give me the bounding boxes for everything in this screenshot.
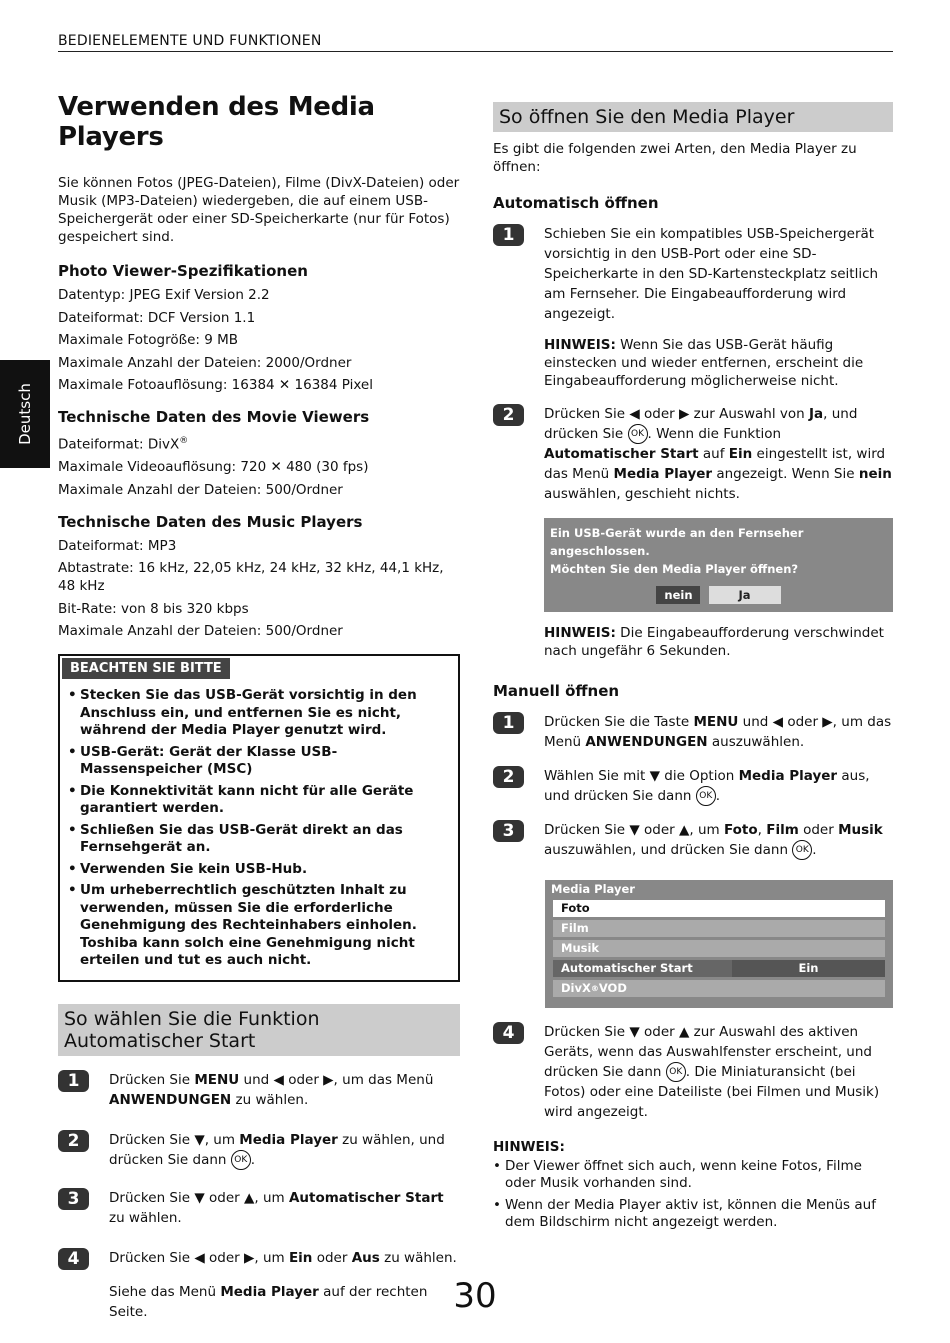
page-title: Verwenden des Media Players: [58, 92, 375, 152]
step-number: 4: [58, 1248, 89, 1270]
spec-line: Dateiformat: DCF Version 1.1: [58, 309, 256, 326]
spec-line: Maximale Anzahl der Dateien: 2000/Ordner: [58, 354, 352, 371]
spec-line: Datentyp: JPEG Exif Version 2.2: [58, 287, 270, 303]
auto-open-step-2: 2 Drücken Sie ◀ oder ▶ zur Auswahl von Ja, und drücken Sie OK . Wenn die Funktion Automatischer Start auf Ein eingestellt ist, wird das Menü Media Player angezeigt. Wenn Sie nein auswählen, geschieht nichts. Ein USB-Gerät wurde an den Fernseher angeschlossen. Möchten Sie den Media Player öffnen? nein Ja HINWEIS: Die Eingabeaufforderung verschwindet nach ungefähr 6 Sekunden.: [493, 404, 893, 660]
ok-button-icon: OK: [792, 840, 812, 860]
spec-line: Maximale Anzahl der Dateien: 500/Ordner: [58, 623, 343, 639]
caution-item: • Die Konnektivität kann nicht für alle Geräte garantiert werden.: [68, 783, 450, 818]
spec-line: Dateiformat: MP3: [58, 537, 177, 554]
manual-open-heading: Manuell öffnen: [493, 682, 620, 700]
language-tab: [0, 360, 50, 468]
step-number: 2: [493, 404, 524, 426]
menu-title: Media Player: [551, 882, 635, 896]
ok-button-icon: OK: [696, 786, 716, 806]
music-specs: [58, 513, 460, 641]
page-number: 30: [453, 1276, 497, 1316]
caution-item: • Um urheberrechtlich geschützten Inhalt zu verwenden, müssen Sie die erforderliche Genehmigung des Rechteinhabers einholen. Toshiba kann solch eine Genehmigung nicht erteilen und tut es auch nicht.: [68, 882, 450, 970]
ok-button-icon: OK: [666, 1062, 686, 1082]
spec-line: Dateiformat: DivX®: [58, 436, 189, 453]
caution-item: • USB-Gerät: Gerät der Klasse USB-Massenspeicher (MSC): [68, 744, 450, 779]
step-number: 2: [58, 1130, 89, 1152]
spec-line: Maximale Videoauflösung: 720 ✕ 480 (30 fps): [58, 459, 369, 475]
left-column: [58, 92, 460, 1336]
hinweis-label: HINWEIS:: [493, 1139, 565, 1155]
page-header: BEDIENELEMENTE UND FUNKTIONEN: [58, 33, 893, 52]
step-number: 3: [58, 1188, 89, 1210]
step-number: 1: [58, 1070, 89, 1092]
caution-box: [58, 654, 460, 982]
movie-specs: [58, 408, 460, 499]
manual-step-2: 2 Wählen Sie mit ▼ die Option Media Player aus, und drücken Sie dann OK .: [493, 766, 893, 806]
ok-button-icon: OK: [231, 1150, 251, 1170]
spec-line: Bit-Rate: von 8 bis 320 kbps: [58, 600, 249, 617]
hinweis-block: [493, 1138, 893, 1231]
right-intro: Es gibt die folgenden zwei Arten, den Media Player zu öffnen:: [493, 141, 857, 175]
menu-item-foto[interactable]: Foto: [553, 900, 885, 917]
step-number: 1: [493, 224, 524, 246]
caution-item: • Stecken Sie das USB-Gerät vorsichtig in den Anschluss ein, und entfernen Sie es nicht, während der Media Player genutzt wird.: [68, 687, 450, 740]
spec-line: Abtastrate: 16 kHz, 22,05 kHz, 24 kHz, 32 kHz, 44,1 kHz, 48 kHz: [58, 560, 444, 594]
auto-step-4: 4 Drücken Sie ◀ oder ▶, um Ein oder Aus zu wählen. Siehe das Menü Media Player auf der rechten Seite.: [58, 1248, 460, 1322]
caution-label: BEACHTEN SIE BITTE: [62, 658, 230, 679]
spec-line: Maximale Fotogröße: 9 MB: [58, 332, 239, 348]
menu-item-film[interactable]: Film: [553, 920, 885, 937]
auto-open-heading: Automatisch öffnen: [493, 194, 659, 212]
menu-item-divx-vod[interactable]: DivX ® VOD: [553, 980, 885, 997]
auto-open-step-1: 1 Schieben Sie ein kompatibles USB-Speichergerät vorsichtig in den USB-Port oder eine SD-Speicherkarte in den SD-Kartensteckplatz seitlich am Fernseher. Die Eingabeaufforderung wird angezeigt. HINWEIS: Wenn Sie das USB-Gerät häufig einstecken und wieder entfernen, erscheint die Eingabeaufforderung möglicherweise nicht.: [493, 224, 893, 390]
step-number: 1: [493, 712, 524, 734]
right-column: [493, 102, 893, 1236]
caution-item: • Schließen Sie das USB-Gerät direkt an das Fernsehgerät an.: [68, 822, 450, 857]
step-number: 4: [493, 1022, 524, 1044]
usb-prompt-dialog: [544, 518, 893, 612]
movie-specs-heading: Technische Daten des Movie Viewers: [58, 408, 370, 426]
no-button[interactable]: nein: [656, 586, 700, 604]
manual-step-3: 3 Drücken Sie ▼ oder ▲, um Foto, Film oder Musik auszuwählen, und drücken Sie dann OK .: [493, 820, 893, 860]
spec-line: Maximale Anzahl der Dateien: 500/Ordner: [58, 481, 343, 498]
step-number: 3: [493, 820, 524, 842]
language-tab-label: Deutsch: [16, 383, 34, 445]
manual-step-1: 1 Drücken Sie die Taste MENU und ◀ oder ▶, um das Menü ANWENDUNGEN auszuwählen.: [493, 712, 893, 752]
menu-item-auto-start[interactable]: Automatischer Start Ein: [553, 960, 885, 977]
music-specs-heading: Technische Daten des Music Players: [58, 512, 363, 531]
open-player-banner: So öffnen Sie den Media Player: [493, 102, 893, 132]
menu-item-musik[interactable]: Musik: [553, 940, 885, 957]
dialog-line: Ein USB-Gerät wurde an den Fernseher angeschlossen.: [550, 526, 804, 558]
auto-step-1: 1 Drücken Sie MENU und ◀ oder ▶, um das Menü ANWENDUNGEN zu wählen.: [58, 1070, 460, 1110]
photo-specs: [58, 262, 460, 394]
dialog-line: Möchten Sie den Media Player öffnen?: [550, 562, 799, 576]
auto-step-3: 3 Drücken Sie ▼ oder ▲, um Automatischer Start zu wählen.: [58, 1188, 460, 1228]
media-player-menu: [545, 880, 893, 1008]
photo-specs-heading: Photo Viewer-Spezifikationen: [58, 262, 308, 280]
auto-start-banner: So wählen Sie die Funktion Automatischer Start: [58, 1004, 460, 1056]
hinweis-item: • Wenn der Media Player aktiv ist, können die Menüs auf dem Bildschirm nicht angezeigt werden.: [493, 1197, 893, 1231]
caution-item: • Verwenden Sie kein USB-Hub.: [68, 861, 450, 879]
auto-step-2: 2 Drücken Sie ▼, um Media Player zu wählen, und drücken Sie dann OK .: [58, 1130, 460, 1170]
auto-start-value: Ein: [732, 960, 885, 977]
spec-line: Maximale Fotoauflösung: 16384 ✕ 16384 Pixel: [58, 377, 373, 393]
manual-step-4: 4 Drücken Sie ▼ oder ▲ zur Auswahl des aktiven Geräts, wenn das Auswahlfenster erscheint, und drücken Sie dann OK . Die Miniaturansicht (bei Fotos) oder eine Dateiliste (bei Filmen und Musik) wird angezeigt.: [493, 1022, 893, 1122]
intro-text: Sie können Fotos (JPEG-Dateien), Filme (DivX-Dateien) oder Musik (MP3-Dateien) wiedergeben, die auf einem USB-Speichergerät oder einer SD-Speicherkarte (nur für Fotos) gespeichert sind.: [58, 175, 460, 245]
hinweis-item: • Der Viewer öffnet sich auch, wenn keine Fotos, Filme oder Musik vorhanden sind.: [493, 1158, 893, 1192]
step-number: 2: [493, 766, 524, 788]
yes-button[interactable]: Ja: [709, 586, 781, 604]
ok-button-icon: OK: [628, 424, 648, 444]
